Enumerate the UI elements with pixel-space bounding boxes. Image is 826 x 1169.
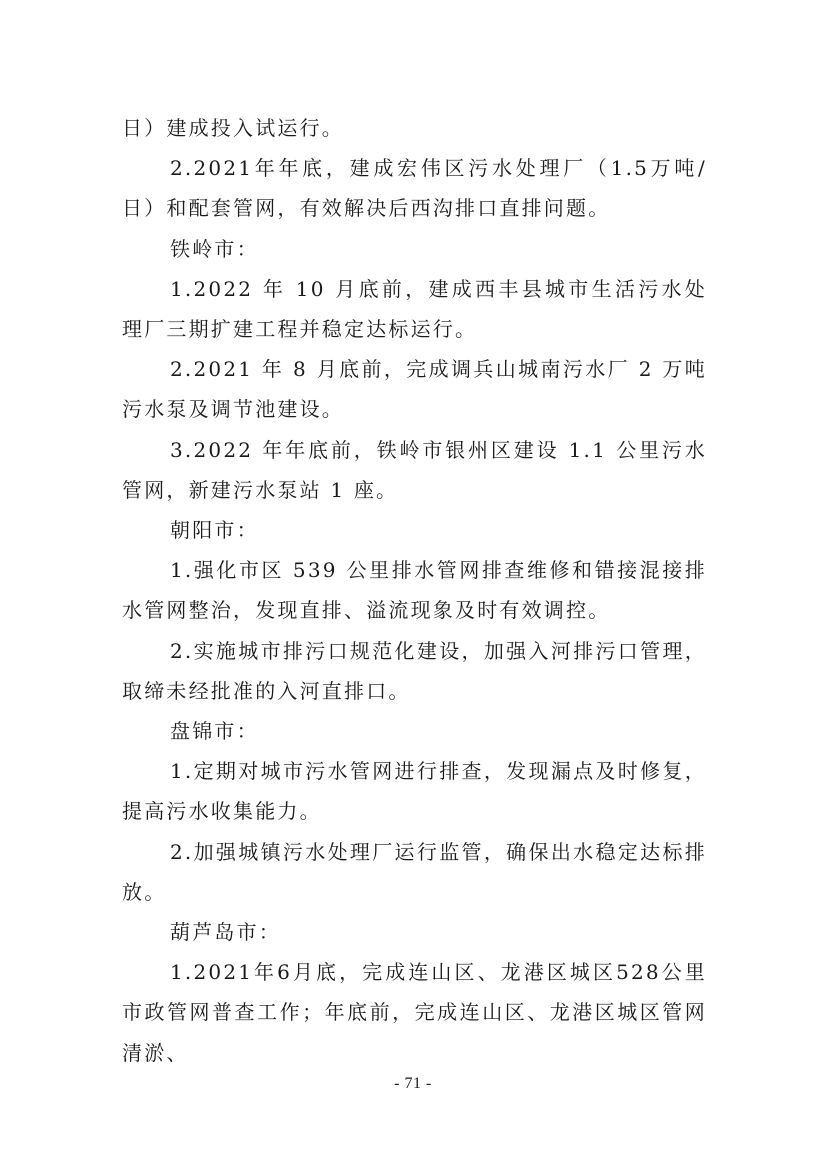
page-number: - 71 - (394, 1075, 432, 1092)
paragraph-huludao-1: 1.2021年6月底，完成连山区、龙港区城区528公里市政管网普查工作；年底前，完成连山区、龙港区城区管网清淤、 (122, 960, 707, 1065)
paragraph-panjin-1: 1.定期对城市污水管网进行排查，发现漏点及时修复，提高污水收集能力。 (122, 759, 707, 824)
paragraph-hongwei: 2.2021年年底，建成宏伟区污水处理厂（1.5万吨/日）和配套管网，有效解决后西沟排口直排问题。 (122, 156, 707, 221)
heading-panjin: 盘锦市： (170, 719, 259, 744)
heading-tieling: 铁岭市： (170, 236, 259, 261)
heading-chaoyang: 朝阳市： (170, 518, 259, 543)
paragraph-chaoyang-1: 1.强化市区 539 公里排水管网排查维修和错接混接排水管网整治，发现直排、溢流现象及时有效调控。 (122, 558, 707, 623)
body-text (122, 108, 707, 1073)
paragraph-tieling-1: 1.2022 年 10 月底前，建成西丰县城市生活污水处理厂三期扩建工程并稳定达标运行。 (122, 276, 707, 342)
paragraph-tieling-2: 2.2021 年 8 月底前，完成调兵山城南污水厂 2 万吨污水泵及调节池建设。 (122, 357, 707, 422)
paragraph-continuation: 日）建成投入试运行。 (122, 116, 344, 140)
heading-huludao: 葫芦岛市： (170, 920, 281, 945)
paragraph-tieling-3: 3.2022 年年底前，铁岭市银州区建设 1.1 公里污水管网，新建污水泵站 1 座。 (122, 437, 707, 502)
paragraph-chaoyang-2: 2.实施城市排污口规范化建设，加强入河排污口管理，取缔未经批准的入河直排口。 (122, 638, 707, 703)
paragraph-panjin-2: 2.加强城镇污水处理厂运行监管，确保出水稳定达标排放。 (122, 839, 707, 904)
